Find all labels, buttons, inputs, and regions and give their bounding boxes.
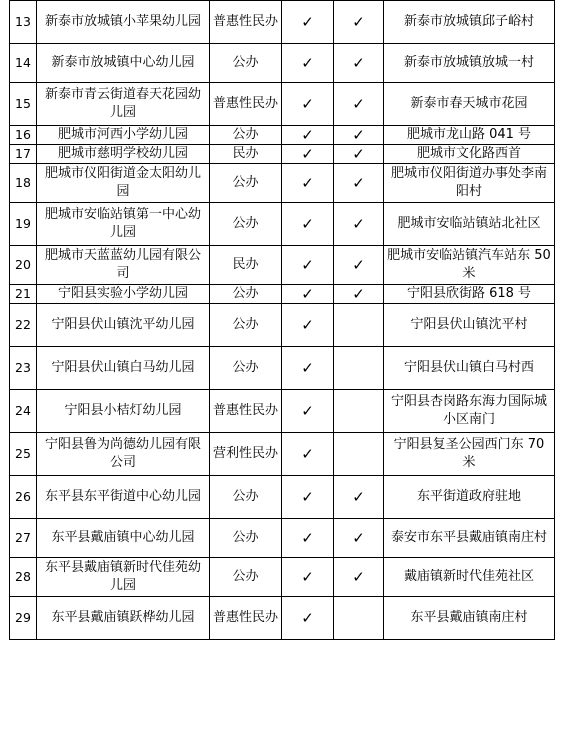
- check-mark-1: ✓: [282, 519, 334, 558]
- check-mark-2: [334, 433, 384, 476]
- table-row: [10, 558, 555, 597]
- kindergarten-name: 宁阳县小桔灯幼儿园: [37, 390, 210, 433]
- row-number: 25: [10, 433, 37, 476]
- row-number: 21: [10, 285, 37, 304]
- kindergarten-type: 公办: [210, 558, 282, 597]
- kindergarten-name: 东平县戴庙镇新时代佳苑幼儿园: [37, 558, 210, 597]
- kindergarten-name: 新泰市青云街道春天花园幼儿园: [37, 83, 210, 126]
- kindergarten-table: [9, 0, 555, 640]
- check-mark-1: ✓: [282, 126, 334, 145]
- check-mark-2: ✓: [334, 246, 384, 285]
- table-row: [10, 145, 555, 164]
- check-mark-1: ✓: [282, 347, 334, 390]
- kindergarten-address: 新泰市放城镇放城一村: [384, 44, 555, 83]
- kindergarten-type: 普惠性民办: [210, 1, 282, 44]
- check-mark-1: ✓: [282, 476, 334, 519]
- table-row: [10, 304, 555, 347]
- check-mark-2: ✓: [334, 126, 384, 145]
- row-number: 19: [10, 203, 37, 246]
- kindergarten-name: 宁阳县实验小学幼儿园: [37, 285, 210, 304]
- kindergarten-name: 宁阳县鲁为尚德幼儿园有限公司: [37, 433, 210, 476]
- check-mark-2: ✓: [334, 285, 384, 304]
- row-number: 29: [10, 597, 37, 640]
- check-mark-2: ✓: [334, 164, 384, 203]
- row-number: 17: [10, 145, 37, 164]
- check-mark-1: ✓: [282, 145, 334, 164]
- row-number: 20: [10, 246, 37, 285]
- kindergarten-type: 公办: [210, 203, 282, 246]
- check-mark-1: ✓: [282, 304, 334, 347]
- table-row: [10, 347, 555, 390]
- check-mark-2: [334, 390, 384, 433]
- kindergarten-type: 普惠性民办: [210, 83, 282, 126]
- kindergarten-name: 肥城市仪阳街道金太阳幼儿园: [37, 164, 210, 203]
- table-row: [10, 126, 555, 145]
- kindergarten-type: 普惠性民办: [210, 597, 282, 640]
- kindergarten-address: 宁阳县伏山镇白马村西: [384, 347, 555, 390]
- check-mark-2: ✓: [334, 558, 384, 597]
- check-mark-2: ✓: [334, 44, 384, 83]
- kindergarten-address: 东平街道政府驻地: [384, 476, 555, 519]
- table-row: [10, 285, 555, 304]
- kindergarten-type: 公办: [210, 126, 282, 145]
- kindergarten-name: 新泰市放城镇中心幼儿园: [37, 44, 210, 83]
- kindergarten-type: 公办: [210, 519, 282, 558]
- check-mark-1: ✓: [282, 433, 334, 476]
- table-row: [10, 433, 555, 476]
- kindergarten-address: 宁阳县复圣公园西门东 70 米: [384, 433, 555, 476]
- kindergarten-name: 东平县东平街道中心幼儿园: [37, 476, 210, 519]
- check-mark-1: ✓: [282, 597, 334, 640]
- row-number: 16: [10, 126, 37, 145]
- kindergarten-address: 新泰市春天城市花园: [384, 83, 555, 126]
- kindergarten-address: 肥城市文化路西首: [384, 145, 555, 164]
- table-row: [10, 44, 555, 83]
- check-mark-2: ✓: [334, 476, 384, 519]
- check-mark-1: ✓: [282, 246, 334, 285]
- check-mark-2: ✓: [334, 145, 384, 164]
- kindergarten-type: 公办: [210, 347, 282, 390]
- kindergarten-type: 民办: [210, 145, 282, 164]
- kindergarten-name: 肥城市安临站镇第一中心幼儿园: [37, 203, 210, 246]
- check-mark-2: ✓: [334, 203, 384, 246]
- table-row: [10, 1, 555, 44]
- kindergarten-type: 公办: [210, 304, 282, 347]
- kindergarten-name: 东平县戴庙镇跃桦幼儿园: [37, 597, 210, 640]
- kindergarten-type: 普惠性民办: [210, 390, 282, 433]
- table-row: [10, 476, 555, 519]
- kindergarten-type: 公办: [210, 164, 282, 203]
- table-row: [10, 83, 555, 126]
- kindergarten-address: 宁阳县伏山镇沈平村: [384, 304, 555, 347]
- check-mark-1: ✓: [282, 164, 334, 203]
- check-mark-2: ✓: [334, 1, 384, 44]
- kindergarten-address: 戴庙镇新时代佳苑社区: [384, 558, 555, 597]
- check-mark-1: ✓: [282, 558, 334, 597]
- kindergarten-address: 肥城市安临站镇站北社区: [384, 203, 555, 246]
- check-mark-1: ✓: [282, 203, 334, 246]
- table-row: [10, 597, 555, 640]
- kindergarten-address: 肥城市龙山路 041 号: [384, 126, 555, 145]
- kindergarten-type: 民办: [210, 246, 282, 285]
- kindergarten-address: 泰安市东平县戴庙镇南庄村: [384, 519, 555, 558]
- row-number: 26: [10, 476, 37, 519]
- kindergarten-address: 宁阳县杏岗路东海力国际城小区南门: [384, 390, 555, 433]
- kindergarten-name: 东平县戴庙镇中心幼儿园: [37, 519, 210, 558]
- row-number: 15: [10, 83, 37, 126]
- check-mark-1: ✓: [282, 44, 334, 83]
- kindergarten-type: 公办: [210, 476, 282, 519]
- kindergarten-name: 宁阳县伏山镇白马幼儿园: [37, 347, 210, 390]
- kindergarten-type: 公办: [210, 44, 282, 83]
- table-row: [10, 246, 555, 285]
- row-number: 23: [10, 347, 37, 390]
- kindergarten-name: 肥城市河西小学幼儿园: [37, 126, 210, 145]
- kindergarten-address: 肥城市安临站镇汽车站东 50 米: [384, 246, 555, 285]
- kindergarten-name: 肥城市天蓝蓝幼儿园有限公司: [37, 246, 210, 285]
- kindergarten-name: 宁阳县伏山镇沈平幼儿园: [37, 304, 210, 347]
- row-number: 28: [10, 558, 37, 597]
- check-mark-2: ✓: [334, 83, 384, 126]
- check-mark-2: [334, 347, 384, 390]
- row-number: 18: [10, 164, 37, 203]
- table-row: [10, 390, 555, 433]
- row-number: 22: [10, 304, 37, 347]
- check-mark-1: ✓: [282, 1, 334, 44]
- table-row: [10, 519, 555, 558]
- kindergarten-address: 肥城市仪阳街道办事处李南阳村: [384, 164, 555, 203]
- check-mark-2: ✓: [334, 519, 384, 558]
- kindergarten-type: 营利性民办: [210, 433, 282, 476]
- table-row: [10, 203, 555, 246]
- kindergarten-address: 新泰市放城镇邱子峪村: [384, 1, 555, 44]
- check-mark-1: ✓: [282, 390, 334, 433]
- row-number: 24: [10, 390, 37, 433]
- table-row: [10, 164, 555, 203]
- kindergarten-address: 宁阳县欣街路 618 号: [384, 285, 555, 304]
- kindergarten-type: 公办: [210, 285, 282, 304]
- row-number: 27: [10, 519, 37, 558]
- kindergarten-name: 新泰市放城镇小苹果幼儿园: [37, 1, 210, 44]
- kindergarten-address: 东平县戴庙镇南庄村: [384, 597, 555, 640]
- check-mark-2: [334, 304, 384, 347]
- check-mark-1: ✓: [282, 83, 334, 126]
- check-mark-2: [334, 597, 384, 640]
- row-number: 13: [10, 1, 37, 44]
- row-number: 14: [10, 44, 37, 83]
- kindergarten-name: 肥城市慈明学校幼儿园: [37, 145, 210, 164]
- check-mark-1: ✓: [282, 285, 334, 304]
